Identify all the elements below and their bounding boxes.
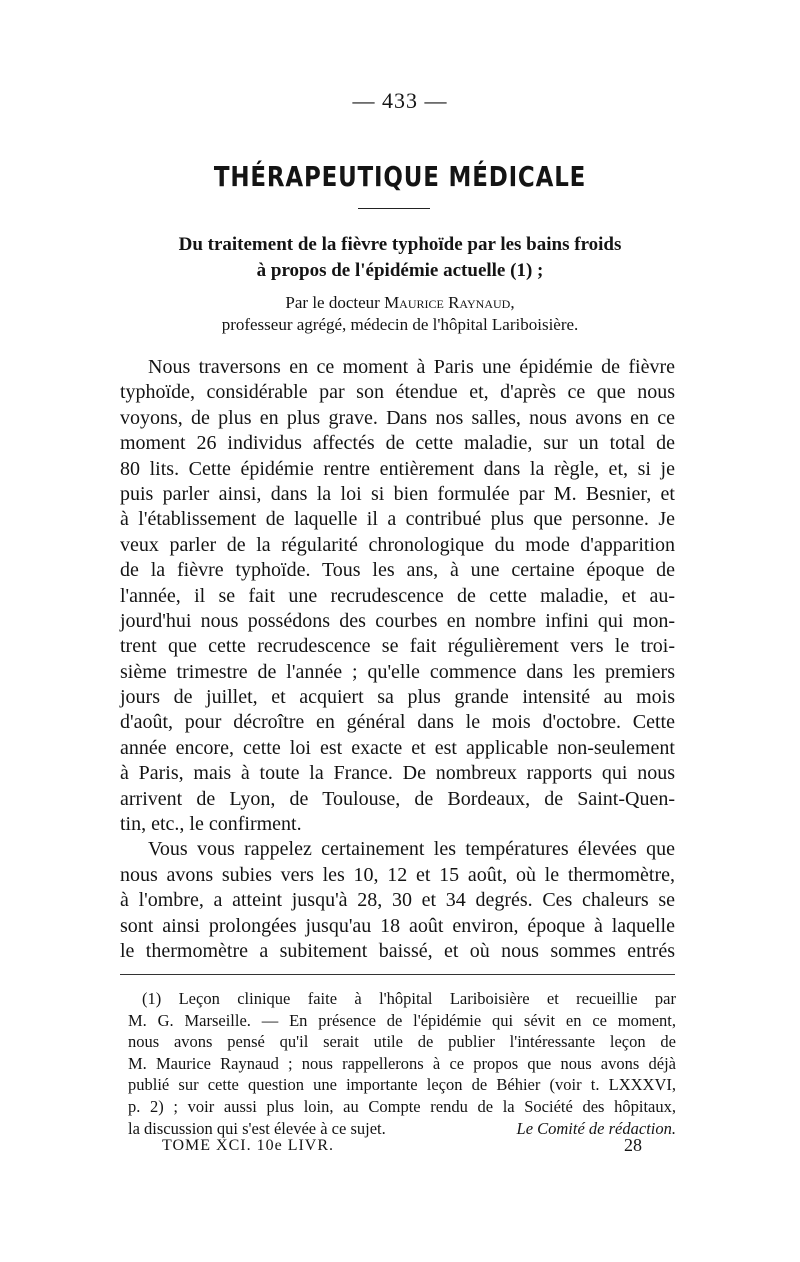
body-line: à Paris, mais à toute la France. De nombreux rapports qui nous xyxy=(120,762,675,785)
body-line: puis parler ainsi, dans la loi si bien formulée par M. Besnier, et xyxy=(120,482,675,505)
article-title-line-2: à propos de l'épidémie actuelle (1) ; xyxy=(256,260,544,281)
footnote-line: p. 2) ; voir aussi plus loin, au Compte rendu de la Société des hôpitaux, xyxy=(128,1096,676,1116)
body-line: à l'ombre, a atteint jusqu'à 28, 30 et 34 degrés. Ces chaleurs se xyxy=(120,889,675,912)
footnote-line: M. Maurice Raynaud ; nous rappellerons à ce propos que nous avons déjà xyxy=(128,1053,676,1073)
body-text xyxy=(120,355,675,964)
body-line: tin, etc., le confirment. xyxy=(120,813,302,836)
body-line: 80 lits. Cette épidémie rentre entièrement dans la règle, et, si je xyxy=(120,457,675,480)
footnote-line: la discussion qui s'est élevée à ce sujet. xyxy=(128,1118,386,1138)
body-line: jours de juillet, et acquiert sa plus grande intensité au mois xyxy=(120,686,675,709)
body-line: sont ainsi prolongées jusqu'au 18 août environ, époque à laquelle xyxy=(120,914,675,937)
footnote-line: publié sur cette question une importante leçon de Béhier (voir t. LXXXVI, xyxy=(128,1075,676,1095)
byline-prefix: Par le docteur xyxy=(285,293,385,312)
article-title xyxy=(130,232,670,284)
section-title: THÉRAPEUTIQUE MÉDICALE xyxy=(213,160,587,193)
body-line: veux parler de la régularité chronologique du mode d'apparition xyxy=(120,533,675,556)
byline-author: Maurice Raynaud, xyxy=(384,293,515,312)
byline-line-1 xyxy=(130,292,670,314)
body-line: nous avons subies vers les 10, 12 et 15 août, où le thermomètre, xyxy=(120,863,675,886)
page-number: — 433 — xyxy=(352,88,448,113)
footnote-line: M. G. Marseille. — En présence de l'épidémie qui sévit en ce moment, xyxy=(128,1010,676,1030)
byline xyxy=(130,292,670,336)
footnote-line: (1) Leçon clinique faite à l'hôpital Lariboisière et recueillie par xyxy=(142,989,676,1008)
footnote xyxy=(128,988,676,1139)
body-line: moment 26 individus affectés de cette maladie, sur un total de xyxy=(120,432,675,455)
tome-livraison: TOME XCI. 10e LIVR. xyxy=(162,1137,335,1154)
body-line: de la fièvre typhoïde. Tous les ans, à une certaine époque de xyxy=(120,559,675,582)
footnote-line-last xyxy=(128,1118,676,1140)
body-line: l'année, il se fait une recrudescence de cette maladie, et au- xyxy=(120,584,675,607)
body-line: année encore, cette loi est exacte et est applicable non-seulement xyxy=(120,736,675,759)
footnote-signature: Le Comité de rédaction. xyxy=(516,1118,676,1138)
footnote-line: nous avons pensé qu'il serait utile de publier l'intéressante leçon de xyxy=(128,1032,676,1052)
body-line: trent que cette recrudescence se fait régulièrement vers le troi- xyxy=(120,635,675,658)
body-line: typhoïde, considérable par son étendue et, d'après ce que nous xyxy=(120,381,675,404)
byline-line-2: professeur agrégé, médecin de l'hôpital Lariboisière. xyxy=(221,315,579,334)
title-rule xyxy=(358,208,430,209)
body-line: d'août, pour décroître en général dans le mois d'octobre. Cette xyxy=(120,711,675,734)
page-footer xyxy=(162,1137,662,1159)
body-line: le thermomètre a subitement baissé, et où nous sommes entrés xyxy=(120,939,675,962)
signature-mark: 28 xyxy=(624,1135,642,1155)
body-line: Vous vous rappelez certainement les températures élevées que xyxy=(148,838,675,861)
body-line: voyons, de plus en plus grave. Dans nos salles, nous avons en ce xyxy=(120,406,675,429)
article-title-line-1: Du traitement de la fièvre typhoïde par les bains froids xyxy=(178,234,622,255)
body-line: arrivent de Lyon, de Toulouse, de Bordeaux, de Saint-Quen- xyxy=(120,787,675,810)
body-line: Nous traversons en ce moment à Paris une épidémie de fièvre xyxy=(148,356,675,378)
body-line: sième trimestre de l'année ; qu'elle commence dans les premiers xyxy=(120,660,675,683)
body-line: à l'établissement de laquelle il a contribué plus que personne. Je xyxy=(120,508,675,531)
footnote-rule xyxy=(120,974,675,975)
body-line: jourd'hui nous possédons des courbes en nombre infini qui mon- xyxy=(120,609,675,632)
